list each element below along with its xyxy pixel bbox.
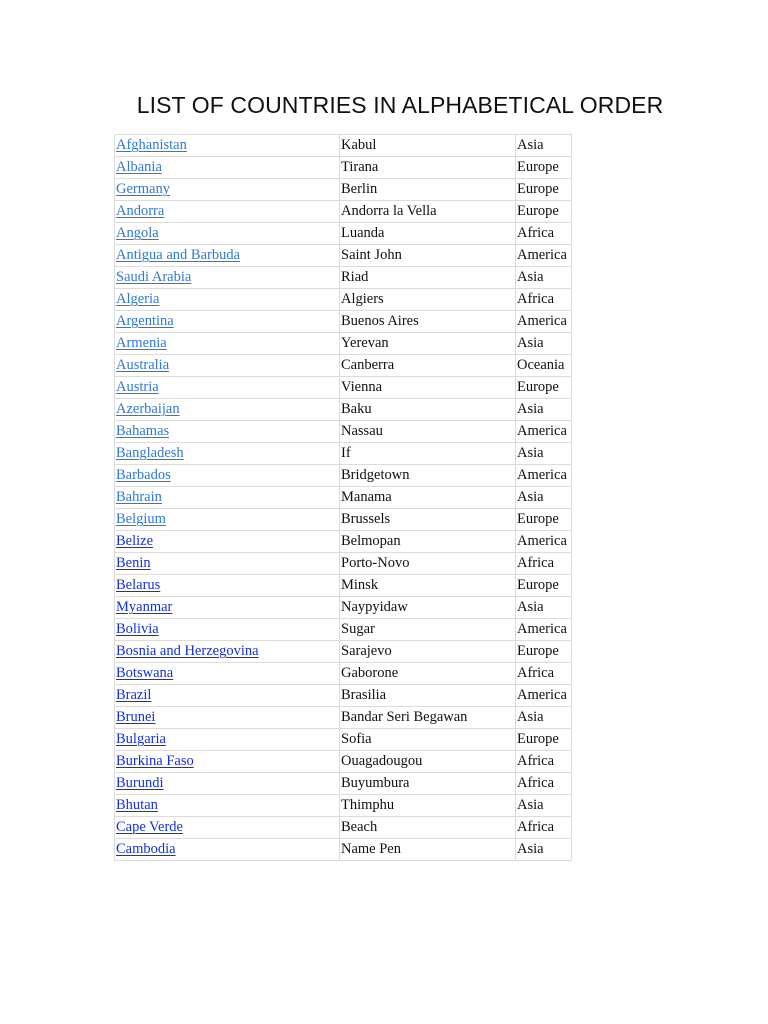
country-link[interactable]: Saudi Arabia xyxy=(116,269,192,285)
table-row xyxy=(115,839,572,861)
continent-cell: Asia xyxy=(516,267,572,289)
continent-cell: Europe xyxy=(516,179,572,201)
capital-cell: Baku xyxy=(340,399,516,421)
country-cell xyxy=(115,135,340,157)
country-link[interactable]: Bolivia xyxy=(116,621,159,637)
continent-cell: Asia xyxy=(516,487,572,509)
country-link[interactable]: Botswana xyxy=(116,665,174,681)
page-title: LIST OF COUNTRIES IN ALPHABETICAL ORDER xyxy=(136,92,664,118)
continent-cell: Asia xyxy=(516,707,572,729)
capital-cell: Name Pen xyxy=(340,839,516,861)
continent-cell: Oceania xyxy=(516,355,572,377)
country-cell xyxy=(115,223,340,245)
continent-cell: America xyxy=(516,465,572,487)
country-link[interactable]: Benin xyxy=(116,555,151,571)
table-row xyxy=(115,201,572,223)
country-link[interactable]: Germany xyxy=(116,181,170,197)
country-cell xyxy=(115,685,340,707)
country-cell xyxy=(115,465,340,487)
capital-cell: Algiers xyxy=(340,289,516,311)
table-row xyxy=(115,443,572,465)
countries-table-body xyxy=(115,135,572,861)
continent-cell: Asia xyxy=(516,399,572,421)
continent-cell: Asia xyxy=(516,795,572,817)
continent-cell: Africa xyxy=(516,289,572,311)
country-cell xyxy=(115,531,340,553)
country-cell xyxy=(115,707,340,729)
country-cell xyxy=(115,773,340,795)
table-row xyxy=(115,751,572,773)
country-link[interactable]: Argentina xyxy=(116,313,174,329)
country-link[interactable]: Belize xyxy=(116,533,154,549)
continent-cell: Asia xyxy=(516,597,572,619)
country-cell xyxy=(115,245,340,267)
capital-cell: Luanda xyxy=(340,223,516,245)
country-link[interactable]: Bosnia and Herzegovina xyxy=(116,643,259,659)
continent-cell: Africa xyxy=(516,553,572,575)
capital-cell: If xyxy=(340,443,516,465)
table-row xyxy=(115,773,572,795)
capital-cell: Sugar xyxy=(340,619,516,641)
country-cell xyxy=(115,839,340,861)
countries-table xyxy=(114,134,572,861)
capital-cell: Nassau xyxy=(340,421,516,443)
table-row xyxy=(115,531,572,553)
country-cell xyxy=(115,179,340,201)
capital-cell: Belmopan xyxy=(340,531,516,553)
continent-cell: Africa xyxy=(516,751,572,773)
country-link[interactable]: Brunei xyxy=(116,709,156,725)
table-row xyxy=(115,223,572,245)
country-cell xyxy=(115,619,340,641)
capital-cell: Minsk xyxy=(340,575,516,597)
continent-cell: Europe xyxy=(516,575,572,597)
continent-cell: America xyxy=(516,685,572,707)
capital-cell: Buyumbura xyxy=(340,773,516,795)
country-link[interactable]: Barbados xyxy=(116,467,171,483)
country-link[interactable]: Australia xyxy=(116,357,170,373)
country-cell xyxy=(115,817,340,839)
country-cell xyxy=(115,641,340,663)
table-row xyxy=(115,729,572,751)
capital-cell: Bridgetown xyxy=(340,465,516,487)
table-row xyxy=(115,619,572,641)
country-cell xyxy=(115,443,340,465)
country-link[interactable]: Andorra xyxy=(116,203,165,219)
country-link[interactable]: Bulgaria xyxy=(116,731,166,747)
table-row xyxy=(115,399,572,421)
table-row xyxy=(115,575,572,597)
country-cell xyxy=(115,377,340,399)
country-cell xyxy=(115,729,340,751)
country-link[interactable]: Burundi xyxy=(116,775,164,791)
continent-cell: America xyxy=(516,421,572,443)
continent-cell: Africa xyxy=(516,663,572,685)
country-cell xyxy=(115,157,340,179)
capital-cell: Vienna xyxy=(340,377,516,399)
country-link[interactable]: Burkina Faso xyxy=(116,753,194,769)
table-row xyxy=(115,597,572,619)
table-row xyxy=(115,267,572,289)
country-link[interactable]: Afghanistan xyxy=(116,137,187,153)
country-link[interactable]: Armenia xyxy=(116,335,167,351)
continent-cell: Europe xyxy=(516,377,572,399)
table-row xyxy=(115,179,572,201)
country-link[interactable]: Bahrain xyxy=(116,489,162,505)
capital-cell: Beach xyxy=(340,817,516,839)
country-link[interactable]: Cambodia xyxy=(116,841,176,857)
country-cell xyxy=(115,267,340,289)
country-link[interactable]: Bangladesh xyxy=(116,445,184,461)
table-row xyxy=(115,245,572,267)
continent-cell: Europe xyxy=(516,729,572,751)
country-link[interactable]: Myanmar xyxy=(116,599,173,615)
country-cell xyxy=(115,399,340,421)
table-row xyxy=(115,663,572,685)
country-link[interactable]: Angola xyxy=(116,225,159,241)
country-link[interactable]: Bahamas xyxy=(116,423,170,439)
table-row xyxy=(115,157,572,179)
country-cell xyxy=(115,355,340,377)
country-cell xyxy=(115,421,340,443)
country-cell xyxy=(115,795,340,817)
continent-cell: America xyxy=(516,531,572,553)
country-cell xyxy=(115,553,340,575)
table-row xyxy=(115,553,572,575)
table-row xyxy=(115,421,572,443)
capital-cell: Sarajevo xyxy=(340,641,516,663)
capital-cell: Andorra la Vella xyxy=(340,201,516,223)
continent-cell: Europe xyxy=(516,641,572,663)
table-row xyxy=(115,817,572,839)
table-row xyxy=(115,685,572,707)
table-row xyxy=(115,135,572,157)
continent-cell: Europe xyxy=(516,509,572,531)
continent-cell: America xyxy=(516,619,572,641)
continent-cell: Europe xyxy=(516,201,572,223)
capital-cell: Berlin xyxy=(340,179,516,201)
country-cell xyxy=(115,509,340,531)
table-row xyxy=(115,641,572,663)
country-cell xyxy=(115,201,340,223)
country-link[interactable]: Antigua and Barbuda xyxy=(116,247,241,263)
country-cell xyxy=(115,289,340,311)
country-link[interactable]: Cape Verde xyxy=(116,819,183,835)
continent-cell: Asia xyxy=(516,443,572,465)
country-link[interactable]: Brazil xyxy=(116,687,152,703)
capital-cell: Buenos Aires xyxy=(340,311,516,333)
country-cell xyxy=(115,487,340,509)
continent-cell: Asia xyxy=(516,333,572,355)
continent-cell: Africa xyxy=(516,223,572,245)
capital-cell: Sofia xyxy=(340,729,516,751)
country-link[interactable]: Austria xyxy=(116,379,159,395)
country-link[interactable]: Belgium xyxy=(116,511,166,527)
table-row xyxy=(115,795,572,817)
capital-cell: Brasilia xyxy=(340,685,516,707)
country-cell xyxy=(115,575,340,597)
capital-cell: Brussels xyxy=(340,509,516,531)
table-row xyxy=(115,487,572,509)
capital-cell: Canberra xyxy=(340,355,516,377)
continent-cell: Asia xyxy=(516,839,572,861)
capital-cell: Saint John xyxy=(340,245,516,267)
continent-cell: Europe xyxy=(516,157,572,179)
capital-cell: Thimphu xyxy=(340,795,516,817)
country-cell xyxy=(115,663,340,685)
table-row xyxy=(115,509,572,531)
capital-cell: Tirana xyxy=(340,157,516,179)
country-link[interactable]: Albania xyxy=(116,159,162,175)
table-row xyxy=(115,311,572,333)
table-row xyxy=(115,355,572,377)
continent-cell: Africa xyxy=(516,773,572,795)
country-link[interactable]: Azerbaijan xyxy=(116,401,180,417)
capital-cell: Bandar Seri Begawan xyxy=(340,707,516,729)
continent-cell: Asia xyxy=(516,135,572,157)
table-row xyxy=(115,377,572,399)
country-cell xyxy=(115,597,340,619)
table-row xyxy=(115,333,572,355)
capital-cell: Kabul xyxy=(340,135,516,157)
capital-cell: Gaborone xyxy=(340,663,516,685)
table-row xyxy=(115,289,572,311)
continent-cell: Africa xyxy=(516,817,572,839)
table-row xyxy=(115,465,572,487)
capital-cell: Naypyidaw xyxy=(340,597,516,619)
country-cell xyxy=(115,751,340,773)
capital-cell: Yerevan xyxy=(340,333,516,355)
country-link[interactable]: Belarus xyxy=(116,577,161,593)
country-link[interactable]: Algeria xyxy=(116,291,160,307)
continent-cell: America xyxy=(516,311,572,333)
capital-cell: Ouagadougou xyxy=(340,751,516,773)
country-cell xyxy=(115,333,340,355)
country-cell xyxy=(115,311,340,333)
capital-cell: Riad xyxy=(340,267,516,289)
continent-cell: America xyxy=(516,245,572,267)
capital-cell: Manama xyxy=(340,487,516,509)
country-link[interactable]: Bhutan xyxy=(116,797,158,813)
table-row xyxy=(115,707,572,729)
capital-cell: Porto-Novo xyxy=(340,553,516,575)
